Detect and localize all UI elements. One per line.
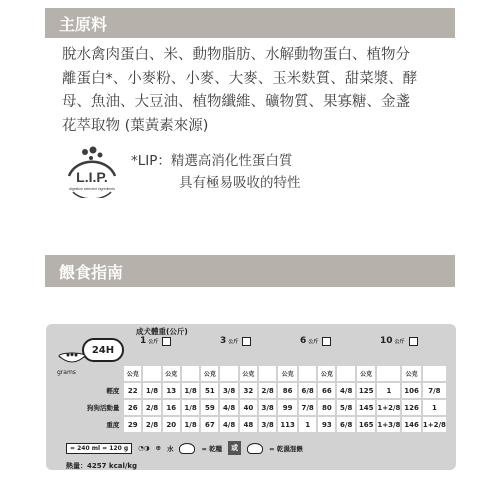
header-cell: 公克	[124, 366, 141, 381]
table-cell: 145	[357, 400, 375, 415]
header-cell: 公克	[357, 366, 375, 381]
mix-bowl-icon	[247, 443, 263, 454]
table-cell: 29	[124, 417, 141, 432]
table-cell: 5/8	[337, 400, 355, 415]
bowl-wet-icon: ◔◑	[138, 444, 150, 452]
table-cell: 59	[201, 400, 218, 415]
header-cell: 公克	[402, 366, 420, 381]
table-cell: 6/8	[299, 383, 317, 398]
feeding-guide-panel	[46, 324, 456, 470]
weight-3	[220, 336, 251, 346]
table-cell: 4/8	[220, 400, 238, 415]
lip-logo-subtext: digestive selected ingredients	[69, 187, 115, 191]
table-cell: 3/8	[259, 417, 277, 432]
lip-description	[131, 150, 301, 194]
table-row	[70, 383, 446, 398]
table-cell: 22	[124, 383, 141, 398]
ingredients-text	[62, 44, 457, 138]
weight-1	[140, 336, 171, 346]
table-cell: 1/8	[182, 417, 200, 432]
weight-num: 6	[300, 336, 307, 346]
table-cell: 4/8	[337, 383, 355, 398]
table-cell: 6/8	[337, 417, 355, 432]
ingredients-line: 母、魚油、大豆油、植物纖維、礦物質、果寡糖、金盞	[62, 94, 410, 110]
table-cell: 1+3/8	[377, 417, 400, 432]
cup-label: = 240 ml = 120 g	[70, 444, 129, 452]
puppy-icon	[162, 337, 171, 346]
table-cell: 2/8	[143, 417, 161, 432]
table-cell: 3/8	[259, 400, 277, 415]
table-cell: 93	[318, 417, 335, 432]
table-cell: 106	[402, 383, 420, 398]
header-cell: 公克	[163, 366, 180, 381]
table-cell: 99	[278, 400, 296, 415]
puppy-icon	[409, 337, 418, 346]
table-cell: 1/8	[182, 400, 200, 415]
feeding-title: 餵食指南	[59, 262, 124, 282]
header-cell	[337, 366, 355, 381]
header-cell	[220, 366, 238, 381]
table-cell: 86	[278, 383, 296, 398]
grams-label: grams	[57, 369, 76, 376]
table-cell: 126	[402, 400, 420, 415]
table-cell: 67	[201, 417, 218, 432]
ingredients-line: 花萃取物 (葉黃素來源)	[62, 117, 209, 134]
header-cell	[299, 366, 317, 381]
water-label: 水	[166, 444, 174, 453]
row-label: 狗狗活動量	[86, 404, 120, 412]
table-cell: 80	[318, 400, 335, 415]
ingredients-line: 脫水禽肉蛋白、米、動物脂肪、水解動物蛋白、植物分	[62, 47, 410, 63]
feeding-table	[68, 364, 448, 434]
puppy-icon	[322, 337, 331, 346]
header-spacer	[70, 366, 122, 381]
row-label: 重度	[106, 421, 120, 429]
header-cell	[143, 366, 161, 381]
table-cell: 3/8	[220, 383, 238, 398]
weight-num: 3	[220, 336, 227, 346]
table-cell: 2/8	[259, 383, 277, 398]
table-cell: 146	[402, 417, 420, 432]
row-label: 輕度	[106, 387, 120, 395]
table-cell: 66	[318, 383, 335, 398]
table-row	[70, 400, 446, 415]
puppy-icon	[242, 337, 251, 346]
header-cell: 公克	[278, 366, 296, 381]
header-cell	[182, 366, 200, 381]
table-cell: 113	[278, 417, 296, 432]
table-cell: 32	[240, 383, 257, 398]
energy-label: 熱量：4257 kcal/kg	[66, 462, 138, 470]
adult-weight-label: 成犬體重(公斤)	[136, 327, 188, 336]
table-cell: 165	[357, 417, 375, 432]
table-cell: 1	[377, 383, 400, 398]
weight-unit: 公斤	[148, 339, 159, 345]
table-cell: 4/8	[220, 417, 238, 432]
lip-logo	[63, 146, 121, 198]
weight-unit: 公斤	[394, 339, 405, 345]
table-cell: 7/8	[299, 400, 317, 415]
table-cell: 1+2/8	[423, 417, 446, 432]
table-cell: 16	[163, 400, 180, 415]
cup-icon	[66, 443, 132, 454]
feeding-section-header	[45, 255, 455, 287]
table-cell: 125	[357, 383, 375, 398]
weight-row	[140, 336, 450, 356]
weight-6	[300, 336, 331, 346]
table-cell: 48	[240, 417, 257, 432]
header-cell	[423, 366, 446, 381]
dry-label: = 乾糧	[201, 444, 223, 453]
or-badge: 或	[228, 441, 241, 455]
header-cell: 公克	[201, 366, 218, 381]
header-cell: 公克	[318, 366, 335, 381]
table-header-row	[70, 366, 446, 381]
table-cell: 2/8	[143, 400, 161, 415]
weight-num: 10	[380, 336, 393, 346]
feeding-legend	[66, 438, 442, 458]
table-cell: 40	[240, 400, 257, 415]
clock-label: 24H	[91, 344, 115, 356]
dry-bowl-icon	[179, 443, 195, 454]
table-cell: 20	[163, 417, 180, 432]
table-cell: 51	[201, 383, 218, 398]
weight-num: 1	[140, 336, 147, 346]
table-cell: 13	[163, 383, 180, 398]
lip-logo-text: L.I.P.	[76, 169, 108, 185]
ingredients-title: 主原料	[59, 14, 108, 34]
water-icon: ⊕	[155, 444, 161, 452]
clock-24h-icon	[82, 338, 124, 362]
weight-unit: 公斤	[308, 339, 319, 345]
table-row	[70, 417, 446, 432]
header-cell	[377, 366, 400, 381]
table-cell: 26	[124, 400, 141, 415]
weight-10	[380, 336, 418, 346]
header-cell	[259, 366, 277, 381]
table-cell: 1/8	[143, 383, 161, 398]
lip-line-2: 具有極易吸收的特性	[179, 175, 301, 191]
ingredients-section-header	[45, 8, 455, 38]
table-cell: 1	[299, 417, 317, 432]
table-cell: 7/8	[423, 383, 446, 398]
table-cell: 1+2/8	[377, 400, 400, 415]
header-cell: 公克	[240, 366, 257, 381]
mix-label: = 乾濕混餵	[269, 444, 303, 453]
table-cell: 1	[423, 400, 446, 415]
table-cell: 1/8	[182, 383, 200, 398]
ingredients-line: 離蛋白*、小麥粉、小麥、大麥、玉米麩質、甜菜漿、酵	[62, 70, 418, 87]
lip-line-1: *LIP：精選高消化性蛋白質	[131, 153, 293, 169]
weight-unit: 公斤	[228, 339, 239, 345]
